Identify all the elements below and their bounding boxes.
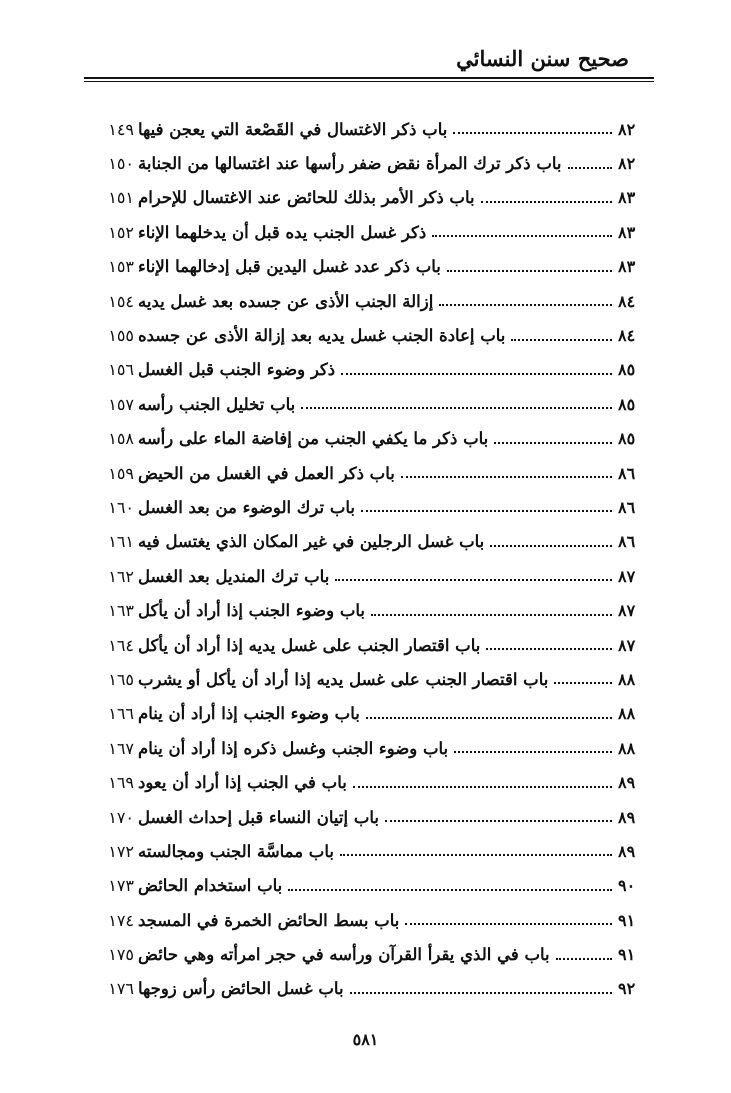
toc-entry-page: ٨٨ [618,669,636,689]
running-header: صحيح سنن النسائي [456,46,629,71]
dot-leader [341,373,612,375]
toc-entry-title: باب وضوء الجنب إذا أراد أن ينام [138,704,360,724]
toc-entry-title: باب استخدام الحائض [138,876,283,896]
toc-entry-title: باب وضوء الجنب إذا أراد أن يأكل [138,601,365,621]
toc-entry-page: ٨٥ [618,429,636,449]
toc-entry-page: ٨٨ [618,704,636,724]
toc-entry-title: باب ذكر العمل في الغسل من الحيض [138,463,395,483]
dot-leader [486,648,612,650]
toc-entry [84,112,654,146]
table-of-contents [84,112,654,1006]
toc-entry-number: ١٧٢ [108,841,134,861]
dot-leader [401,476,612,478]
dot-leader [432,235,612,237]
toc-entry [84,422,654,456]
toc-entry-page: ٨٤ [618,291,636,311]
toc-entry-page: ٨٣ [618,222,636,242]
toc-entry-number: ١٧٤ [108,910,134,930]
toc-entry [84,387,654,421]
dot-leader [361,510,612,512]
toc-entry [84,490,654,524]
toc-entry-number: ١٥٩ [108,463,134,483]
toc-entry-title: باب بسط الحائض الخمرة في المسجد [138,910,400,930]
toc-entry-page: ٨٢ [618,119,636,139]
toc-entry-title: باب اقتصار الجنب على غسل يديه إذا أراد أن يأكل أو يشرب [138,669,549,689]
toc-entry-title: باب مماسَّة الجنب ومجالسته [138,841,334,861]
dot-leader [439,304,612,306]
toc-entry-page: ٨٧ [618,601,636,621]
toc-entry [84,525,654,559]
toc-entry-number: ١٥١ [108,188,134,208]
toc-entry-page: ٨٤ [618,326,636,346]
toc-entry-page: ٨٦ [618,463,636,483]
toc-entry-title: ذكر غسل الجنب يده قبل أن يدخلهما الإناء [138,222,427,242]
toc-entry-number: ١٥٤ [108,291,134,311]
toc-entry-number: ١٥٨ [108,429,134,449]
toc-entry-page: ٨٧ [618,635,636,655]
toc-entry-title: باب في الذي يقرأ القرآن ورأسه في حجر امرأته وهي حائض [138,945,550,965]
toc-entry-title: باب غسل الرجلين في غير المكان الذي يغتسل فيه [138,532,485,552]
toc-entry-title: باب ذكر الاغتسال في القَصْعة التي يعجن فيها [138,119,448,139]
toc-entry-page: ٨٩ [618,773,636,793]
dot-leader [335,579,612,581]
toc-entry [84,869,654,903]
header-rule [84,77,654,79]
dot-leader [371,614,612,616]
dot-leader [405,923,612,925]
toc-entry-title: ذكر وضوء الجنب قبل الغسل [138,360,336,380]
dot-leader [447,270,612,272]
toc-entry [84,593,654,627]
toc-entry-title: باب ذكر عدد غسل اليدين قبل إدخالهما الإناء [138,257,441,277]
toc-entry-page: ٨٣ [618,188,636,208]
dot-leader [301,407,612,409]
toc-entry [84,903,654,937]
toc-entry-number: ١٦٢ [108,566,134,586]
toc-entry-page: ٨٥ [618,394,636,414]
toc-entry-page: ٩١ [618,945,636,965]
toc-entry-number: ١٦٠ [108,497,134,517]
toc-entry-title: باب ترك الوضوء من بعد الغسل [138,497,355,517]
dot-leader [490,545,612,547]
dot-leader [385,820,612,822]
toc-entry-number: ١٥٢ [108,222,134,242]
toc-entry-title: باب إعادة الجنب غسل يديه بعد إزالة الأذى عن جسده [138,326,506,346]
dot-leader [353,786,612,788]
toc-entry-page: ٨٨ [618,738,636,758]
toc-entry [84,318,654,352]
toc-entry [84,697,654,731]
toc-entry-number: ١٥٠ [108,154,134,174]
dot-leader [454,751,612,753]
toc-entry-number: ١٧٠ [108,807,134,827]
toc-entry-number: ١٥٥ [108,326,134,346]
toc-entry-page: ٨٦ [618,497,636,517]
toc-entry-title: إزالة الجنب الأذى عن جسده بعد غسل يديه [138,291,434,311]
toc-entry [84,765,654,799]
toc-entry-page: ٩٠ [618,876,636,896]
toc-entry-number: ١٦٩ [108,773,134,793]
toc-entry [84,146,654,180]
toc-entry-number: ١٦٣ [108,601,134,621]
toc-entry [84,250,654,284]
dot-leader [481,201,612,203]
dot-leader [556,958,612,960]
toc-entry-page: ٨٩ [618,841,636,861]
toc-entry [84,834,654,868]
toc-entry [84,353,654,387]
page-number: ٥٨١ [352,1030,379,1049]
toc-entry-page: ٨٢ [618,154,636,174]
toc-entry-title: باب في الجنب إذا أراد أن يعود [138,773,347,793]
dot-leader [453,132,612,134]
toc-entry-title: باب ذكر ترك المرأة نقض ضفر رأسها عند اغتسالها من الجنابة [138,154,562,174]
toc-entry [84,628,654,662]
toc-entry-number: ١٥٣ [108,257,134,277]
toc-entry-title: باب وضوء الجنب وغسل ذكره إذا أراد أن ينام [138,738,449,758]
dot-leader [350,992,612,994]
toc-entry-page: ٨٥ [618,360,636,380]
toc-entry-number: ١٦١ [108,532,134,552]
dot-leader [511,339,612,341]
toc-entry-number: ١٧٦ [108,979,134,999]
toc-entry [84,181,654,215]
toc-entry [84,662,654,696]
toc-entry-title: باب غسل الحائض رأس زوجها [138,979,344,999]
toc-entry-number: ١٦٥ [108,669,134,689]
toc-entry-number: ١٥٦ [108,360,134,380]
toc-entry-page: ٩٢ [618,979,636,999]
dot-leader [366,717,612,719]
dot-leader [340,854,612,856]
toc-entry [84,559,654,593]
toc-entry [84,800,654,834]
toc-entry-title: باب إتيان النساء قبل إحداث الغسل [138,807,379,827]
dot-leader [568,167,613,169]
toc-entry [84,284,654,318]
toc-entry-page: ٨٦ [618,532,636,552]
toc-entry-number: ١٦٦ [108,704,134,724]
toc-entry [84,937,654,971]
toc-entry [84,456,654,490]
toc-entry-number: ١٥٧ [108,394,134,414]
dot-leader [554,682,612,684]
dot-leader [288,889,612,891]
toc-entry-number: ١٧٣ [108,876,134,896]
toc-entry [84,731,654,765]
toc-entry-page: ٩١ [618,910,636,930]
toc-entry-page: ٨٧ [618,566,636,586]
toc-entry [84,972,654,1006]
toc-entry-title: باب تخليل الجنب رأسه [138,394,296,414]
toc-entry-title: باب ذكر ما يكفي الجنب من إفاضة الماء على رأسه [138,429,489,449]
toc-entry-number: ١٤٩ [108,119,134,139]
dot-leader [494,442,612,444]
toc-entry-number: ١٦٤ [108,635,134,655]
toc-entry [84,215,654,249]
toc-entry-title: باب ترك المنديل بعد الغسل [138,566,330,586]
toc-entry-page: ٨٩ [618,807,636,827]
toc-entry-number: ١٧٥ [108,945,134,965]
header-rule-thin [84,81,654,82]
toc-entry-number: ١٦٧ [108,738,134,758]
toc-entry-title: باب اقتصار الجنب على غسل يديه إذا أراد أن يأكل [138,635,481,655]
toc-entry-page: ٨٣ [618,257,636,277]
toc-entry-title: باب ذكر الأمر بذلك للحائض عند الاغتسال للإحرام [138,188,475,208]
